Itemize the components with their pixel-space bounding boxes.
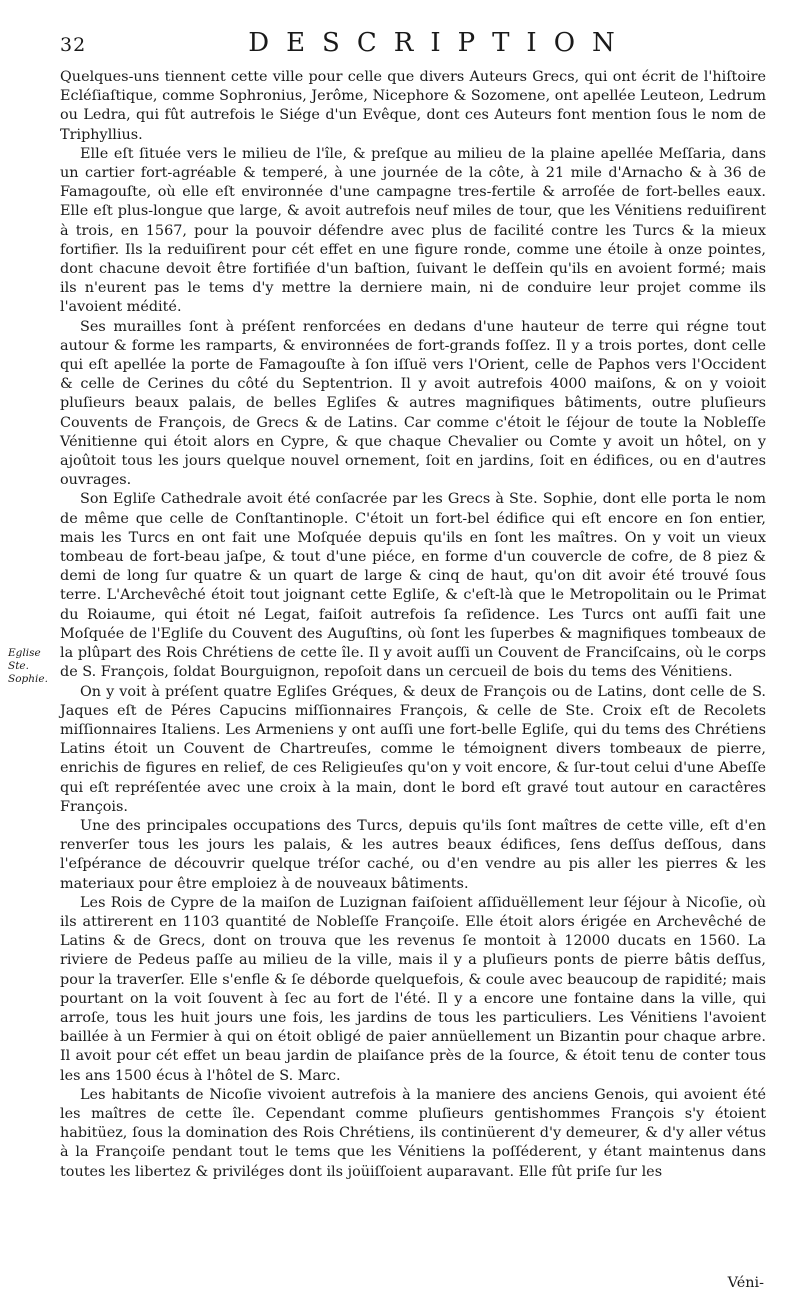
paragraph-7: Les Rois de Cypre de la maiſon de Luzignan faiſoient aſſiduëllement leur ſéjour à Nicoſie, où ils attirerent en 1103 quantité de Nobleſſe Françoiſe. Elle étoit alors érigée en Archevêché de Latins & de Grecs, dont on trouva que les revenus ſe montoit à 12000 ducats en 1560. La riviere de Pedeus paſſe au milieu de la ville, mais il y a pluſieurs ponts de pierre bâtis deſſus, pour la traverſer. Elle s'enfle & ſe déborde quelquefois, & coule avec beaucoup de rapidité; mais pourtant on la voit ſouvent à ſec au fort de l'été. Il y a encore une fontaine dans la ville, qui arroſe, tous les huit jours une fois, les jardins de tous les particuliers. Les Vénitiens l'avoient baillée à un Fermier à qui on étoit obligé de paier annüellement un Bizantin pour chaque arbre. Il avoit pour cét effet un beau jardin de plaiſance près de la ſource, & étoit tenu de conter tous les ans 1500 écus à l'hôtel de S. Marc.: [60, 894, 766, 1084]
body-text: [60, 68, 766, 1182]
paragraph-1: Quelques-uns tiennent cette ville pour celle que divers Auteurs Grecs, qui ont écrit de l'hiſtoire Ecléſiaſtique, comme Sophronius, Jerôme, Nicephore & Sozomene, ont apellée Leuteon, Ledrum ou Ledra, qui fût autrefois le Siége d'un Evêque, dont ces Auteurs font mention ſous le nom de Triphyllius.: [60, 69, 766, 143]
running-title: DESCRIPTION: [248, 28, 632, 58]
paragraph-6: Une des principales occupations des Turcs, depuis qu'ils ſont maîtres de cette ville, eſt d'en renverſer tous les jours les palais, & les autres beaux édifices, ſens deſſus deſſous, dans l'eſpérance de découvrir quelque tréſor caché, ou d'en vendre au pis aller les pierres & les materiaux pour être emploiez à de nouveaux bâtiments.: [60, 817, 766, 892]
paragraph-2: Elle eſt ſituée vers le milieu de l'île, & preſque au milieu de la plaine apellée Meſſaria, dans un cartier fort-agréable & temperé, à une journée de la côte, à 21 mile d'Arnacho & à 36 de Famagouſte, où elle eſt environnée d'une campagne tres-fertile & arroſée de fort-belles eaux. Elle eſt plus-longue que large, & avoit autrefois neuf miles de tour, que les Vénitiens reduiſirent à trois, en 1567, pour la pouvoir défendre avec plus de facilité contre les Turcs & la mieux fortifier. Ils la reduiſirent pour cét effet en une figure ronde, comme une étoile à onze pointes, dont chacune devoit être fortifiée d'un baſtion, ſuivant le deſſein qu'ils en avoient formé; mais ils n'eurent pas le tems d'y mettre la derniere main, ni de conduire leur projet comme ils l'avoient médité.: [60, 145, 766, 316]
paragraph-8: Les habitants de Nicoſie vivoient autrefois à la maniere des anciens Genois, qui avoient été les maîtres de cette île. Cependant comme pluſieurs gentishommes François s'y étoient habitüez, ſous la domination des Rois Chrétiens, ils continüerent d'y demeurer, & d'y aller vétus à la Françoiſe pendant tout le tems que les Vénitiens la poſſéderent, y étant maintenus dans toutes les libertez & priviléges dont ils joüiſſoient auparavant. Elle fût priſe ſur les: [60, 1086, 766, 1180]
paragraph-5: On y voit à préſent quatre Egliſes Gréques, & deux de François ou de Latins, dont celle de S. Jaques eſt de Péres Capucins miſſionnaires François, & celle de Ste. Croix eſt de Recolets miſſionnaires Italiens. Les Armeniens y ont auſſi une fort-belle Egliſe, qui du tems des Chrétiens Latins étoit un Couvent de Chartreuſes, comme le témoignent divers tombeaux de pierre, enrichis de figures en relief, de ces Religieuſes qu'on y voit encore, & ſur-tout celui d'une Abeſſe qui eſt repréſentée avec une croix à la main, dont le bord eſt gravé tout autour en caractêres François.: [60, 683, 766, 815]
catchword: Véni-: [727, 1275, 764, 1291]
paragraph-3: Ses murailles ſont à préſent renforcées en dedans d'une hauteur de terre qui régne tout autour & forme les ramparts, & environnées de fort-grands foſſez. Il y a trois portes, dont celle qui eſt apellée la porte de Famagouſte à ſon iſſuë vers l'Orient, celle de Paphos vers l'Occident & celle de Cerines du côté du Septentrion. Il y avoit autrefois 4000 maiſons, & on y voioit pluſieurs beaux palais, de belles Egliſes & autres magnifiques bâtiments, outre pluſieurs Couvents de François, de Grecs & de Latins. Car comme c'étoit le ſéjour de toute la Nobleſſe Vénitienne qui étoit alors en Cypre, & que chaque Chevalier ou Comte y avoit un hôtel, on y ajoûtoit tous les jours quelque nouvel ornement, ſoit en jardins, ſoit en édifices, ou en d'autres ouvrages.: [60, 318, 766, 489]
page-number: 32: [60, 34, 87, 56]
margin-note: Eglise Ste. Sophie.: [8, 647, 48, 685]
page-header: [60, 28, 760, 62]
paragraph-4: Son Egliſe Cathedrale avoit été conſacrée par les Grecs à Ste. Sophie, dont elle porta le nom de même que celle de Conſtantinople. C'étoit un fort-bel édifice qui eſt encore en ſon entier, mais les Turcs en ont fait une Moſquée depuis qu'ils en ſont les maîtres. On y voit un vieux tombeau de fort-beau jaſpe, & tout d'une piéce, en forme d'un couvercle de cofre, de 8 piez & demi de long ſur quatre & un quart de large & cinq de haut, qu'on dit avoir été trouvé ſous terre. L'Archevêché étoit tout joignant cette Egliſe, & c'eſt-là que le Metropolitain ou le Primat du Roiaume, qui étoit né Legat, faiſoit autrefois ſa reſidence. Les Turcs ont auſſi fait une Moſquée de l'Egliſe du Couvent des Auguſtins, où ſont les ſuperbes & magnifiques tombeaux de la plûpart des Rois Chrétiens de cette île. Il y avoit auſſi un Couvent de Franciſcains, où le corps de S. François, ſoldat Bourguignon, repoſoit dans un cercueil de bois du tems des Vénitiens.: [60, 491, 766, 681]
